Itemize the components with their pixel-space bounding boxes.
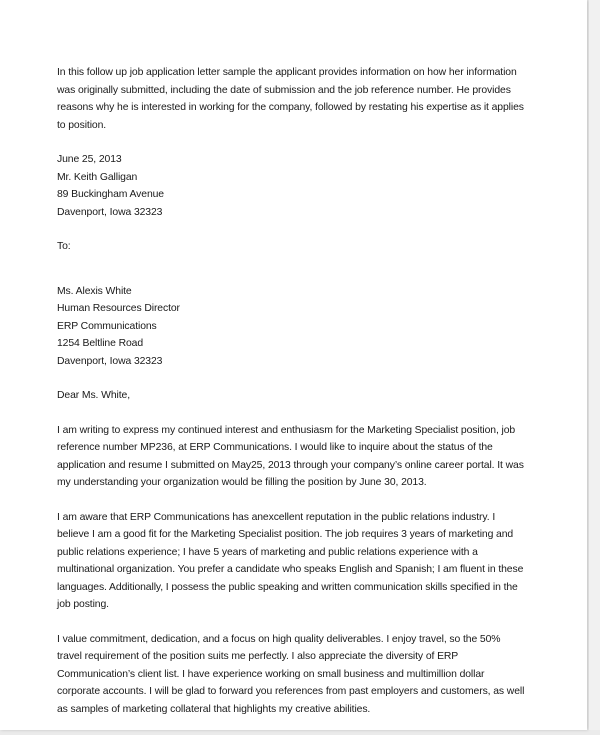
recipient-company: ERP Communications	[57, 320, 157, 332]
salutation: Dear Ms. White,	[57, 390, 130, 401]
spacer	[57, 370, 527, 387]
letter-body	[57, 64, 527, 735]
recipient-street: 1254 Beltline Road	[57, 338, 144, 349]
spacer	[57, 256, 527, 283]
spacer	[57, 221, 527, 238]
body-paragraph-3: I value commitment, dedication, and a focus on high quality deliverables. I enjoy travel, so the 50% travel requirement of the position suits me perfectly. I also appreciate the diversity of ERP Communication’s client list. I have experience working on small business and multimillion dollar corporate accounts. I will be glad to forward you references from past employers and customers, as well as samples of marketing collateral that highlights my creative abilities.	[57, 633, 525, 715]
letter-date: June 25, 2013	[57, 154, 122, 165]
sender-city: Davenport, Iowa 32323	[57, 206, 163, 218]
sender-name: Mr. Keith Galligan	[57, 171, 138, 183]
sender-address	[57, 151, 527, 221]
to-label: To:	[57, 241, 71, 252]
body-paragraph-1: I am writing to express my continued interest and enthusiasm for the Marketing Specialist position, job reference number MP236, at ERP Communications. I would like to inquire about the status of the application and resume I submitted on May25, 2013 through your company’s online career portal. It was my understanding your organization would be filling the position by June 30, 2013.	[57, 424, 524, 488]
recipient-name: Ms. Alexis White	[57, 285, 132, 297]
recipient-city: Davenport, Iowa 32323	[57, 355, 163, 367]
intro-paragraph: In this follow up job application letter sample the applicant provides information on how her information was originally submitted, including the date of submission and the job reference number. He provides reasons why he is interested in working for the company, followed by restating his expertise as it applies to position.	[57, 67, 524, 131]
page-margin-edge	[589, 0, 600, 730]
recipient-title: Human Resources Director	[57, 303, 180, 314]
sender-street: 89 Buckingham Avenue	[57, 189, 164, 200]
recipient-address	[57, 283, 527, 371]
body-paragraph-2: I am aware that ERP Communications has anexcellent reputation in the public relations industry. I believe I am a good fit for the Marketing Specialist position. The job requires 3 years of marketing and public relations experience; I have 5 years of marketing and public relations experience with a multinational organization. You prefer a candidate who speaks English and Spanish; I am fluent in these languages. Additionally, I possess the public speaking and written communication skills specified in the job posting.	[57, 511, 524, 610]
